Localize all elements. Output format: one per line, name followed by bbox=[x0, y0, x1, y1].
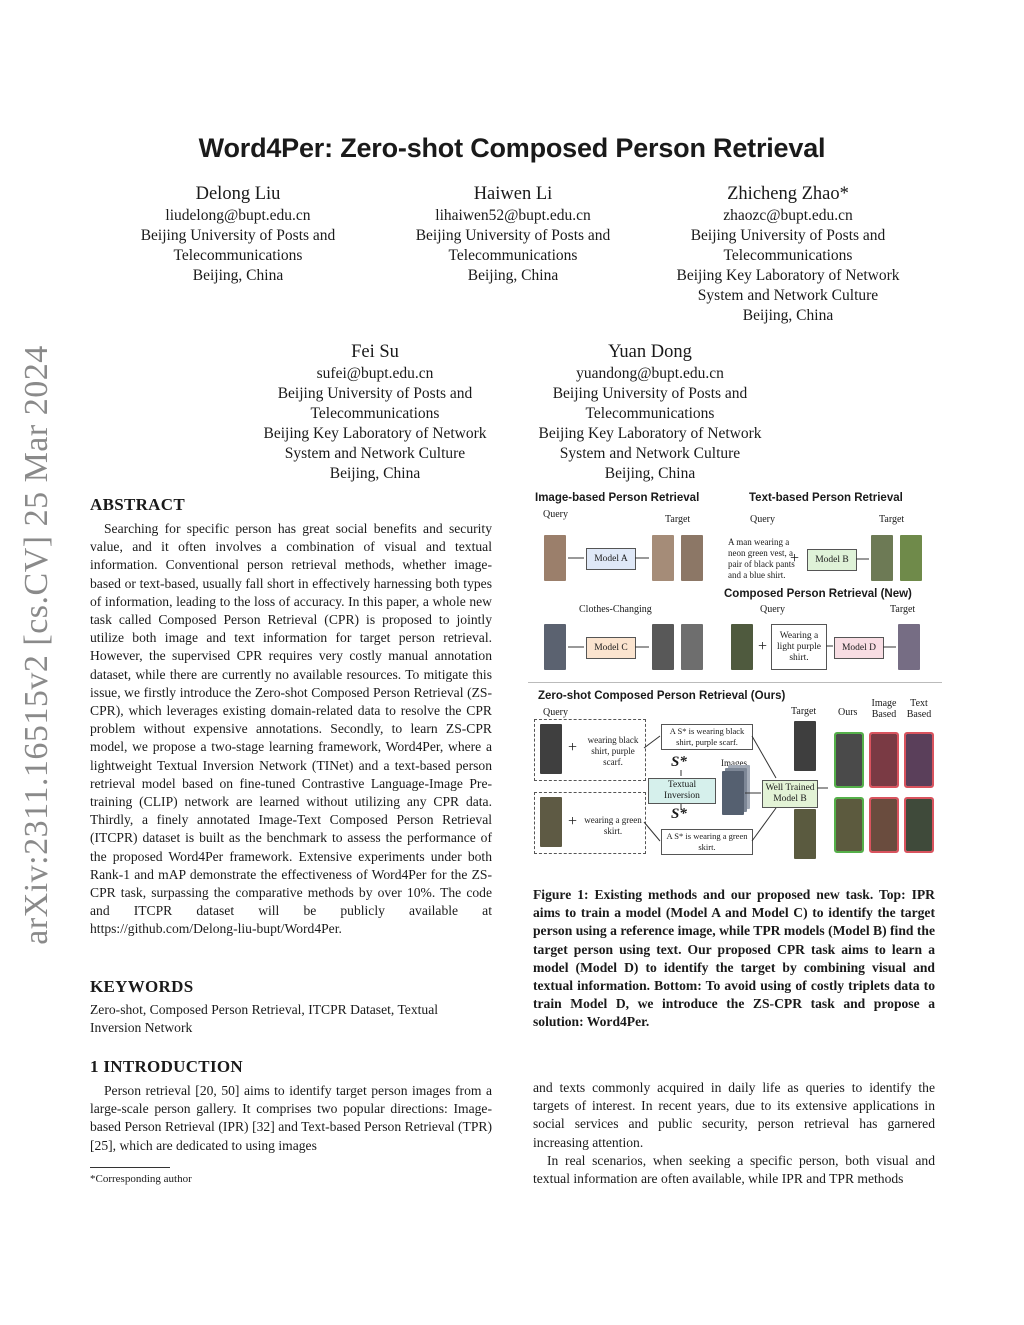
ipr-query-label: Query bbox=[543, 509, 568, 520]
paper-title: Word4Per: Zero-shot Composed Person Retrieval bbox=[198, 133, 826, 163]
author-location: Beijing, China bbox=[742, 307, 834, 324]
image-based-label: Image Based bbox=[871, 698, 897, 720]
figure-arrows bbox=[528, 488, 942, 864]
author-affiliation: System and Network Culture bbox=[697, 287, 879, 304]
abstract-heading: ABSTRACT bbox=[90, 495, 185, 514]
keywords-text: Zero-shot, Composed Person Retrieval, ITCPR Dataset, Textual Inversion Network bbox=[90, 1002, 439, 1036]
plus-icon: + bbox=[568, 739, 578, 756]
model-c-box: Model C bbox=[586, 637, 636, 659]
tpr-target-label: Target bbox=[879, 514, 905, 525]
author-affiliation: System and Network Culture bbox=[559, 445, 741, 462]
abstract-text: Searching for specific person has great social benefits and security value, and it often involves a combination of visual and textual information. Conventional person retrieval methods, whether image-based or text-based, usually fall short in effectively harnessing both types of information, leading to the loss of accuracy. In this paper, a whole new task called Composed Person Retrieval (CPR) is proposed to jointly utilize both image and text information for target person retrieval. However, the supervised CPR requires very costly manual annotation dataset, while there are currently no available resources. To mitigate this issue, we firstly introduce the Zero-shot Composed Person Retrieval (ZS-CPR), which leverages existing domain-related data to resolve the CPR problem without expensive annotations. Secondly, to learn ZS-CPR model, we propose a two-stage learning framework, Word4Per, where a lightweight Textual Inversion Network (TINet) and a text-based person retrieval model based on fine-tuned Contrastive Language-Image Pre-training (CLIP) network are learned without utilizing any CPR data. Thirdly, a finely annotated Image-Text Composed Person Retrieval (ITCPR) dataset is built as the benchmark to assess the performance of the proposed Word4Per framework. Extensive experiments under both Rank-1 and mAP demonstrate the effectiveness of Word4Per for the ZS-CPR task, surpassing the comparative methods by over 10%. The code and ITCPR dataset will be publicly available at https://github.com/Delong-liu-bupt/Word4Per. bbox=[90, 521, 492, 937]
author-affiliation: Beijing Key Laboratory of Network bbox=[676, 267, 900, 284]
author-block-3 bbox=[658, 182, 918, 326]
zs-target-label: Target bbox=[791, 706, 817, 717]
author-affiliation: Beijing University of Posts and bbox=[552, 385, 748, 402]
figure-1 bbox=[528, 488, 942, 864]
author-block-1 bbox=[118, 182, 358, 286]
clothes-changing-label: Clothes-Changing bbox=[579, 604, 652, 615]
author-block-2 bbox=[393, 182, 633, 286]
author-affiliation: System and Network Culture bbox=[284, 445, 466, 462]
s-symbol: S* bbox=[671, 754, 687, 770]
cpr-target-label: Target bbox=[890, 604, 916, 615]
author-email: lihaiwen52@bupt.edu.cn bbox=[435, 207, 591, 224]
footnote-rule bbox=[90, 1167, 170, 1168]
model-a-box: Model A bbox=[586, 548, 636, 570]
cpr-title: Composed Person Retrieval (New) bbox=[724, 588, 912, 600]
intro-heading: 1 INTRODUCTION bbox=[90, 1057, 243, 1076]
author-location: Beijing, China bbox=[192, 267, 284, 284]
arxiv-stamp: arXiv:2311.16515v2 [cs.CV] 25 Mar 2024 bbox=[18, 345, 55, 945]
footnote: *Corresponding author bbox=[90, 1173, 192, 1185]
well-trained-model-box: Well Trained Model B bbox=[762, 780, 818, 808]
author-email: liudelong@bupt.edu.cn bbox=[165, 207, 311, 224]
author-affiliation: Beijing University of Posts and bbox=[415, 227, 611, 244]
author-block-4 bbox=[245, 340, 505, 484]
tpr-query-label: Query bbox=[750, 514, 775, 525]
images-label: Images bbox=[721, 758, 747, 768]
s-text-2: A S* is wearing a green skirt. bbox=[661, 829, 753, 855]
keywords-heading: KEYWORDS bbox=[90, 977, 194, 996]
plus-icon: + bbox=[758, 638, 768, 655]
plus-icon: + bbox=[790, 550, 800, 567]
zs-text-2: wearing a green skirt. bbox=[584, 815, 642, 836]
author-name: Fei Su bbox=[351, 342, 399, 362]
author-name: Yuan Dong bbox=[608, 342, 692, 362]
model-b-box: Model B bbox=[807, 549, 857, 571]
textual-inversion-box: Textual Inversion bbox=[648, 778, 716, 804]
author-affiliation: Telecommunications bbox=[448, 247, 578, 264]
author-email: yuandong@bupt.edu.cn bbox=[576, 365, 724, 382]
s-symbol: S* bbox=[671, 806, 687, 822]
author-location: Beijing, China bbox=[604, 465, 696, 482]
zs-query-label: Query bbox=[543, 707, 568, 718]
intro-right-text: and texts commonly acquired in daily life as queries to identify the targets of interest. In recent years, due to its extensive applications in social services and public security, person retrieval has garnered increasing attention. In real scenarios, when seeking a specific person, both visual and textual information are often available, while IPR and TPR methods bbox=[533, 1080, 935, 1187]
cpr-query-text: Wearing a light purple shirt. bbox=[771, 624, 827, 670]
tpr-title: Text-based Person Retrieval bbox=[749, 492, 903, 504]
zs-title: Zero-shot Composed Person Retrieval (Ours) bbox=[538, 690, 786, 702]
text-based-label: Text Based bbox=[906, 698, 932, 720]
cpr-query-label: Query bbox=[760, 604, 785, 615]
author-name: Haiwen Li bbox=[473, 184, 553, 204]
ipr-title: Image-based Person Retrieval bbox=[535, 492, 700, 504]
zs-text-1: wearing black shirt, purple scarf. bbox=[587, 735, 639, 767]
figure-caption: Figure 1: Existing methods and our proposed new task. Top: IPR aims to train a model (Model A and Model C) to identify the target person using a reference image, while TPR models (Model B) find the target person using text. Our proposed CPR task aims to learn a model (Model D) to identify the target by combining visual and textual information. Bottom: To avoid using of costly triplets data to train Model D, we introduce the ZS-CPR task and propose a solution: Word4Per. bbox=[533, 887, 935, 1030]
author-email: sufei@bupt.edu.cn bbox=[316, 365, 434, 382]
author-affiliation: Telecommunications bbox=[723, 247, 853, 264]
ipr-target-label: Target bbox=[665, 514, 691, 525]
author-name: Delong Liu bbox=[195, 184, 281, 204]
author-email: zhaozc@bupt.edu.cn bbox=[723, 207, 853, 224]
author-location: Beijing, China bbox=[467, 267, 559, 284]
author-affiliation: Beijing University of Posts and bbox=[277, 385, 473, 402]
tpr-query-text: A man wearing a neon green vest, a pair of black pants and a blue shirt. bbox=[728, 537, 795, 580]
intro-left-text: Person retrieval [20, 50] aims to identify target person images from a large-scale person gallery. It comprises two popular directions: Image-based Person Retrieval (IPR) [32] and Text-based Person Retrieval (TPR) [25], which are dedicated to using images bbox=[90, 1083, 492, 1153]
author-affiliation: Telecommunications bbox=[310, 405, 440, 422]
author-block-5 bbox=[520, 340, 780, 484]
author-affiliation: Beijing Key Laboratory of Network bbox=[263, 425, 487, 442]
author-affiliation: Telecommunications bbox=[173, 247, 303, 264]
author-affiliation: Beijing University of Posts and bbox=[140, 227, 336, 244]
author-name: Zhicheng Zhao* bbox=[727, 184, 849, 204]
author-affiliation: Beijing University of Posts and bbox=[690, 227, 886, 244]
plus-icon: + bbox=[568, 813, 578, 830]
author-affiliation: Beijing Key Laboratory of Network bbox=[538, 425, 762, 442]
s-text-1: A S* is wearing black shirt, purple scarf. bbox=[661, 724, 753, 750]
model-d-box: Model D bbox=[834, 637, 884, 659]
ours-label: Ours bbox=[838, 707, 858, 718]
author-affiliation: Telecommunications bbox=[585, 405, 715, 422]
author-location: Beijing, China bbox=[329, 465, 421, 482]
